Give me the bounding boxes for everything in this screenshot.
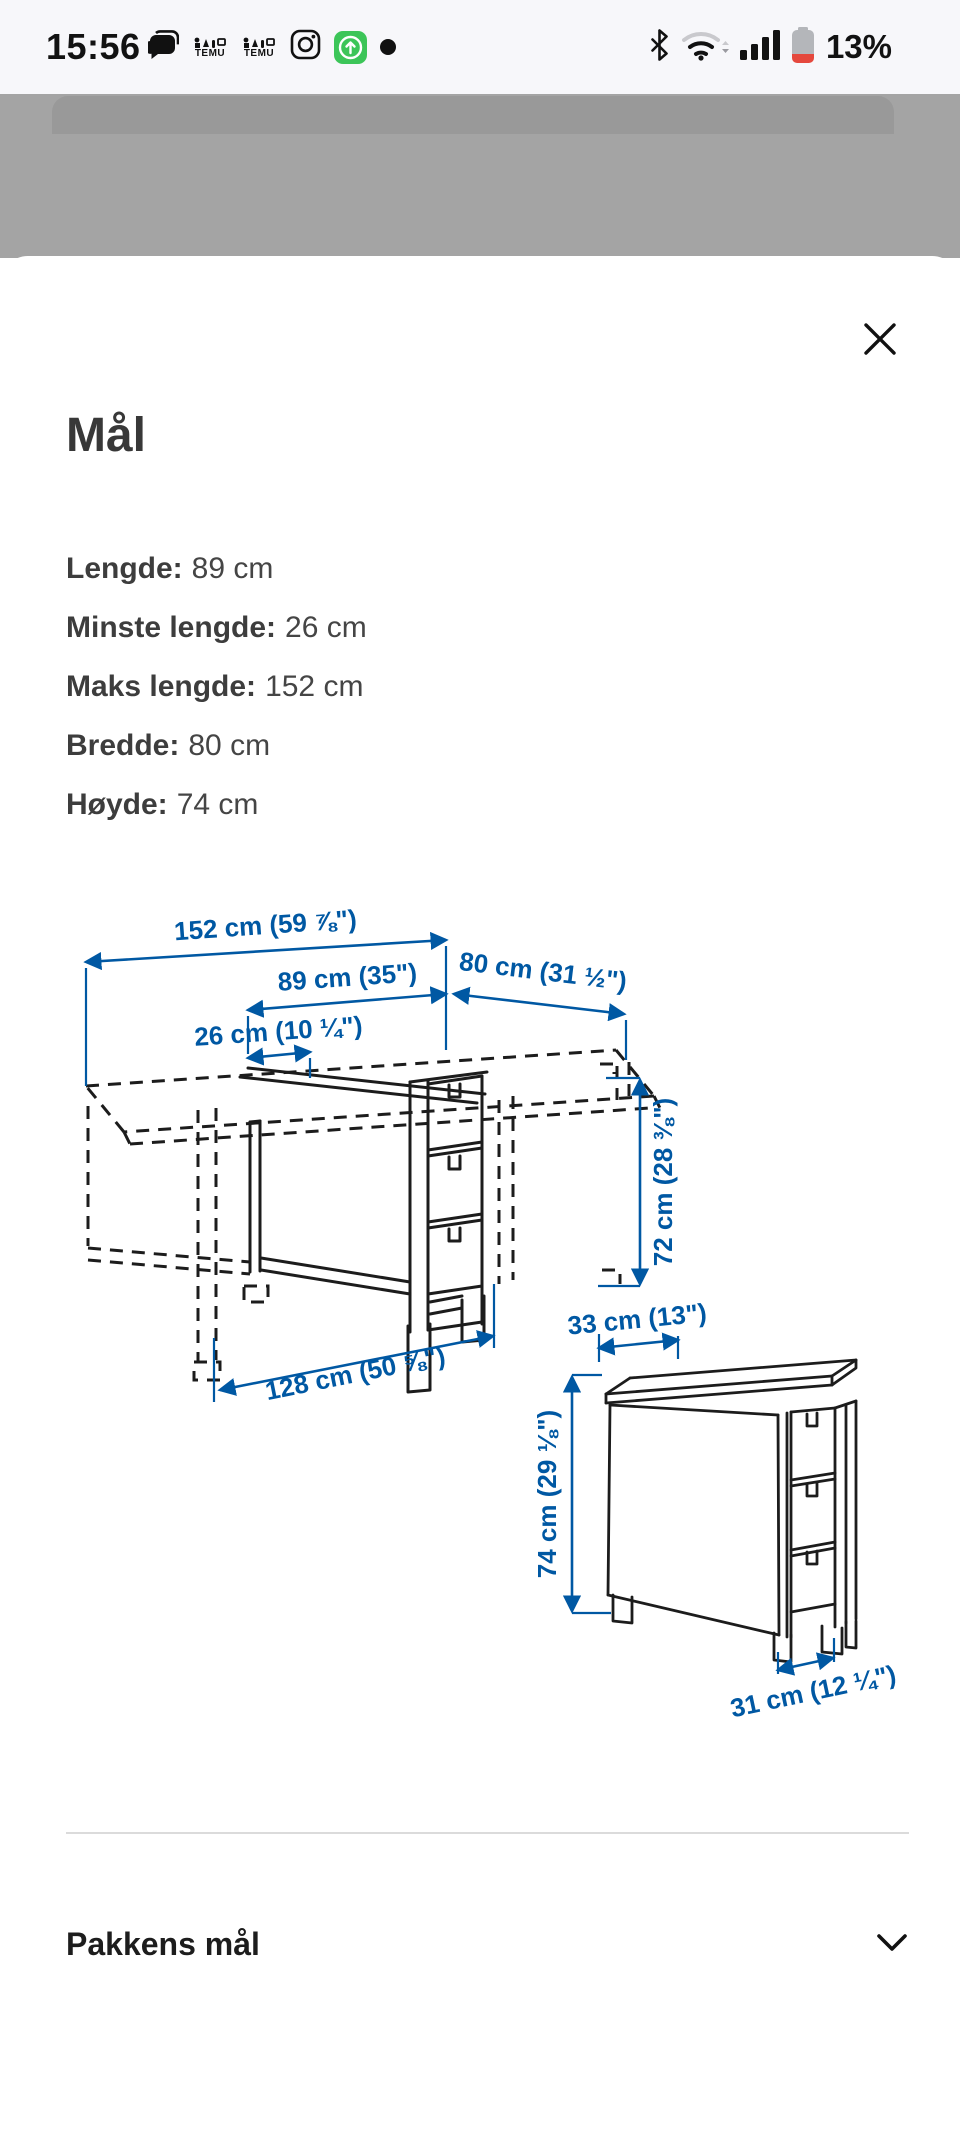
- upload-app-icon: [334, 31, 367, 64]
- bluetooth-icon: [649, 29, 670, 66]
- wifi-icon: [681, 29, 729, 66]
- temu-label: TEMU: [194, 47, 226, 59]
- spec-row-max-length: [66, 657, 367, 716]
- spec-label: Bredde:: [66, 728, 180, 762]
- dimension-label-width: 80 cm (31 ½"): [457, 945, 629, 997]
- clock: 15:56: [46, 26, 141, 67]
- dimension-label-length: 89 cm (35"): [276, 957, 419, 997]
- dimension-label-underframe-height: 72 cm (28 ⅜"): [648, 1097, 678, 1267]
- spec-value: 89 cm: [191, 551, 274, 585]
- temu-label: TEMU: [243, 47, 275, 59]
- spec-value: 152 cm: [265, 669, 364, 703]
- section-divider: [66, 1832, 909, 1834]
- spec-label: Høyde:: [66, 787, 168, 821]
- cellular-signal-icon: [740, 29, 780, 66]
- dimension-label-base-depth: 31 cm (12 ¼"): [727, 1659, 899, 1724]
- temu-icon: [241, 36, 277, 59]
- spec-value: 80 cm: [188, 728, 271, 762]
- spec-row-height: [66, 775, 367, 834]
- accordion-label: Pakkens mål: [66, 1925, 260, 1962]
- temu-icon: [192, 36, 228, 59]
- page-title: Mål: [66, 409, 147, 462]
- measurements-sheet: [0, 256, 960, 2133]
- dimension-label-max-length: 152 cm (59 ⅞"): [173, 903, 358, 947]
- spec-label: Maks lengde:: [66, 669, 257, 703]
- instagram-icon: [290, 29, 321, 65]
- spec-row-length: [66, 539, 367, 598]
- dimension-label-leg-span: 128 cm (50 ⅝"): [262, 1340, 448, 1407]
- dimmed-background-card: [52, 96, 894, 134]
- folded-table-sketch: [606, 1360, 856, 1662]
- spec-label: Lengde:: [66, 551, 183, 585]
- accordion-package-measurements[interactable]: [66, 1912, 909, 1976]
- spec-label: Minste lengde:: [66, 610, 277, 644]
- extended-table-sketch: [86, 1050, 660, 1392]
- spec-value: 26 cm: [285, 610, 367, 644]
- notification-dot-icon: [380, 39, 396, 55]
- system-status-icons: [649, 0, 892, 94]
- dimension-label-folded-height: 74 cm (29 ⅛"): [532, 1409, 562, 1579]
- dimension-label-folded-depth: 33 cm (13"): [566, 1297, 709, 1341]
- notification-icons: [148, 0, 396, 94]
- chevron-down-icon: [875, 1932, 909, 1957]
- spec-row-width: [66, 716, 367, 775]
- battery-icon: [791, 27, 815, 68]
- spec-value: 74 cm: [176, 787, 259, 821]
- dimension-label-min-length: 26 cm (10 ¼"): [193, 1010, 364, 1052]
- close-button[interactable]: [852, 312, 908, 368]
- close-icon: [862, 321, 898, 360]
- measurement-list: [66, 539, 367, 834]
- dimension-diagram: [50, 900, 920, 1760]
- battery-percent: 13%: [825, 28, 892, 65]
- status-bar: [0, 0, 960, 94]
- dimmed-backdrop[interactable]: [0, 94, 960, 258]
- spec-row-min-length: [66, 598, 367, 657]
- chat-bubble-icon: [148, 30, 179, 65]
